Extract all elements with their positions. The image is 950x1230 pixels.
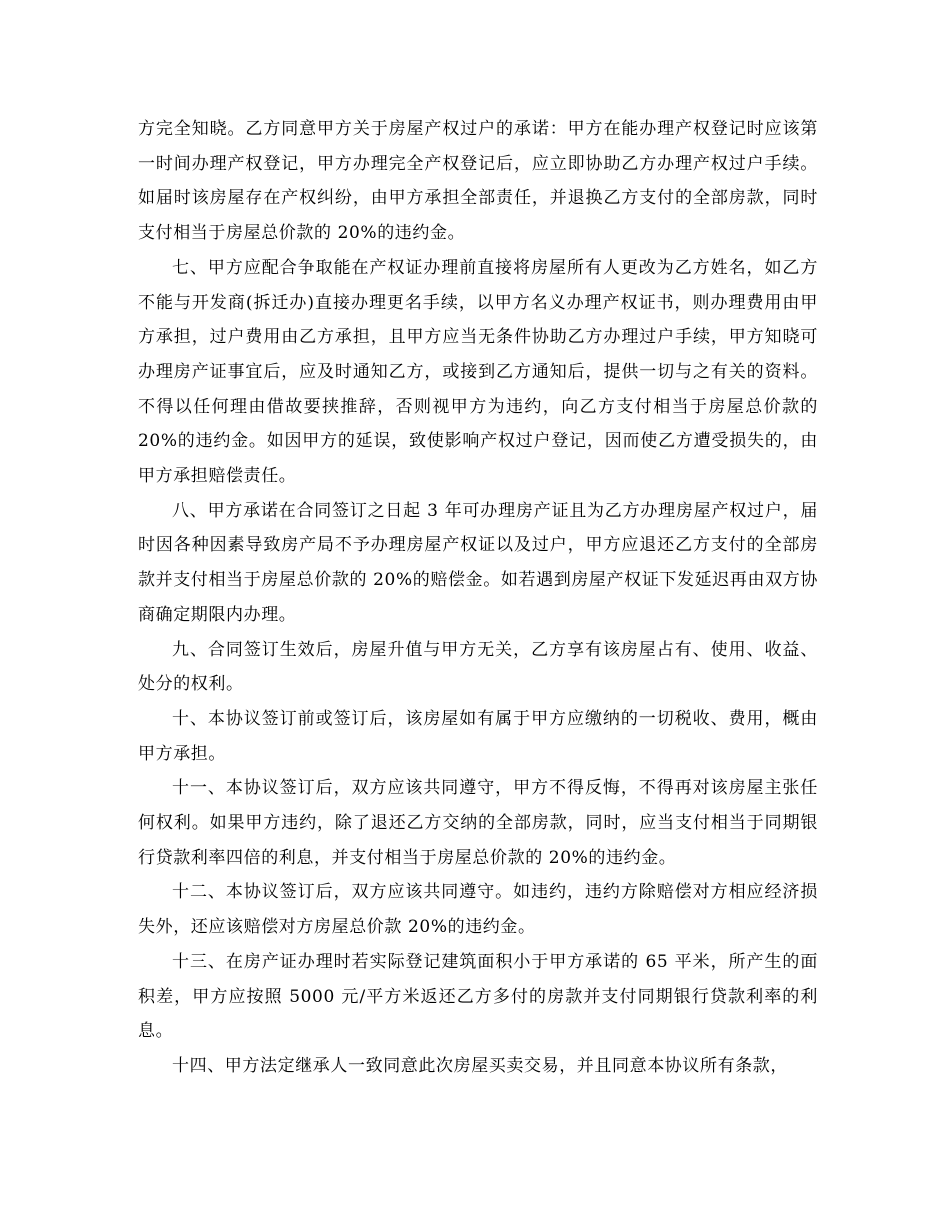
paragraph-clause-7: 七、甲方应配合争取能在产权证办理前直接将房屋所有人更改为乙方姓名，如乙方不能与开发商(拆迁办)直接办理更名手续，以甲方名义办理产权证书，则办理费用由甲方承担，过户费用由乙方承担，且甲方应当无条件协助乙方办理过户手续，甲方知晓可办理房产证事宜后，应及时通知乙方，或接到乙方通知后，提供一切与之有关的资料。不得以任何理由借故要挟推辞，否则视甲方为违约，向乙方支付相当于房屋总价款的 20%的违约金。如因甲方的延误，致使影响产权过户登记，因而使乙方遭受损失的，由甲方承担赔偿责任。 [138,257,818,487]
document-page [138,112,818,1084]
paragraph-clause-9: 九、合同签订生效后，房屋升值与甲方无关，乙方享有该房屋占有、使用、收益、处分的权利。 [138,639,818,695]
paragraph-continued: 方完全知晓。乙方同意甲方关于房屋产权过户的承诺：甲方在能办理产权登记时应该第一时间办理产权登记，甲方办理完全产权登记后，应立即协助乙方办理产权过户手续。如届时该房屋存在产权纠纷，由甲方承担全部责任，并退换乙方支付的全部房款，同时支付相当于房屋总价款的 20%的违约金。 [138,119,818,244]
paragraph-clause-13: 十三、在房产证办理时若实际登记建筑面积小于甲方承诺的 65 平米，所产生的面积差，甲方应按照 5000 元/平方米返还乙方多付的房款并支付同期银行贷款利率的利息。 [138,951,818,1042]
paragraph-clause-8: 八、甲方承诺在合同签订之日起 3 年可办理房产证且为乙方办理房屋产权过户，届时因各种因素导致房产局不予办理房屋产权证以及过户，甲方应退还乙方支付的全部房款并支付相当于房屋总价款的 20%的赔偿金。如若遇到房屋产权证下发延迟再由双方协商确定期限内办理。 [138,500,818,625]
paragraph-clause-11: 十一、本协议签订后，双方应该共同遵守，甲方不得反悔，不得再对该房屋主张任何权利。如果甲方违约，除了退还乙方交纳的全部房款，同时，应当支付相当于同期银行贷款利率四倍的利息，并支付相当于房屋总价款的 20%的违约金。 [138,778,818,868]
paragraph-clause-12: 十二、本协议签订后，双方应该共同遵守。如违约，违约方除赔偿对方相应经济损失外，还应该赔偿对方房屋总价款 20%的违约金。 [138,882,818,938]
paragraph-clause-14: 十四、甲方法定继承人一致同意此次房屋买卖交易，并且同意本协议所有条款， [172,1055,788,1076]
paragraph-clause-10: 十、本协议签订前或签订后，该房屋如有属于甲方应缴纳的一切税收、费用，概由甲方承担。 [138,708,818,764]
